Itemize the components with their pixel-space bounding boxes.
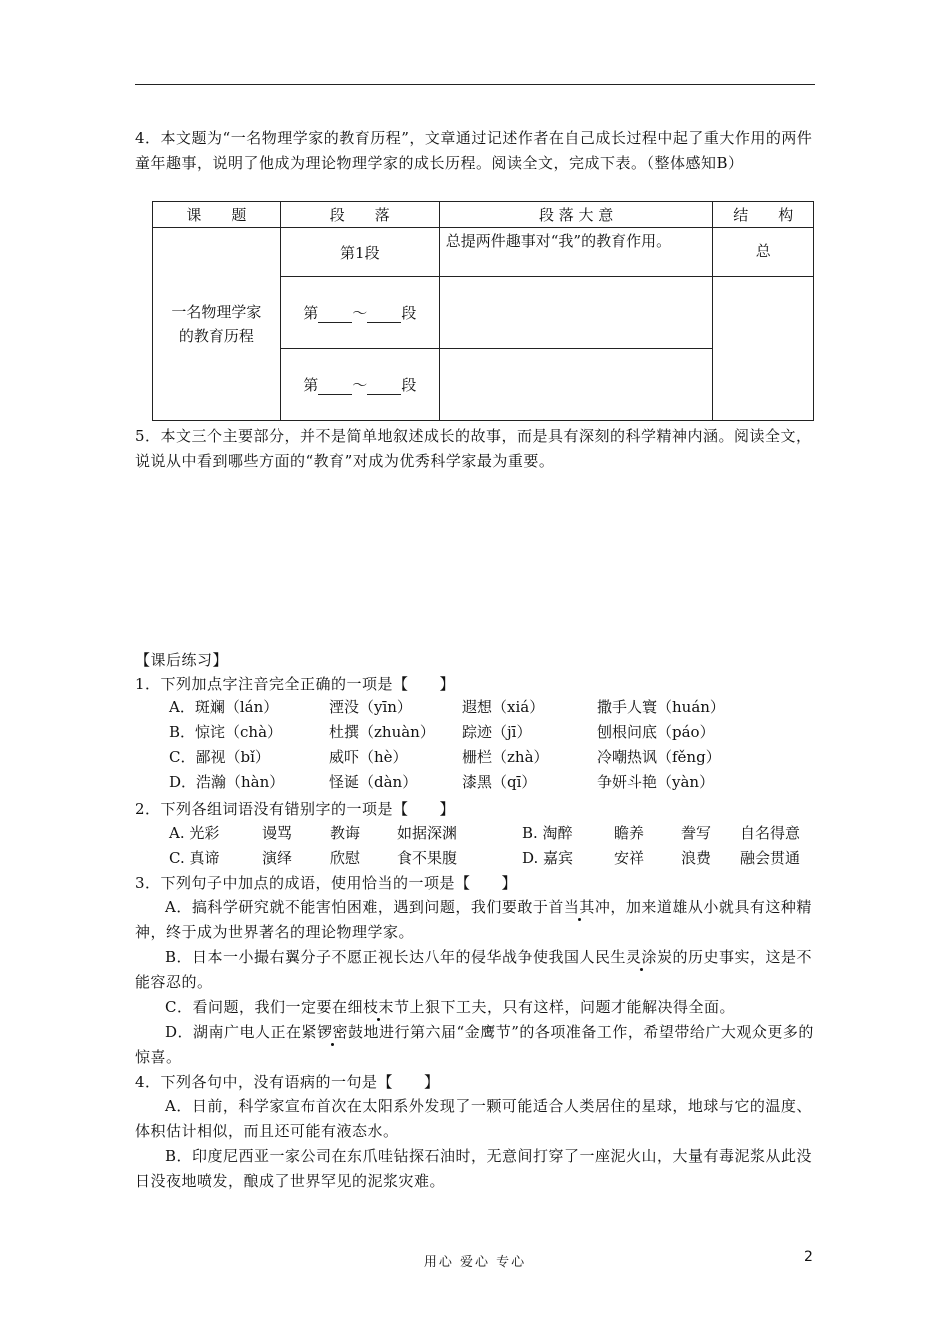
section-title: 【课后练习】 bbox=[135, 651, 229, 669]
cell-summary-1: 总提两件趣事对“我”的教育作用。 bbox=[439, 228, 713, 277]
cell-para-1: 第1段 bbox=[280, 228, 439, 277]
ex1-c-2: 威吓（hè） bbox=[329, 748, 408, 766]
ex2-b-1: B. 淘醉 bbox=[522, 824, 573, 842]
ex4-option-b: B．印度尼西亚一家公司在东爪哇钻探石油时，无意间打穿了一座泥火山，大量有毒泥浆从此没日没夜地喷发，酿成了世界罕见的泥浆灾难。 bbox=[135, 1147, 813, 1190]
fill-blank[interactable] bbox=[367, 306, 401, 323]
header-summary: 段 落 大 意 bbox=[439, 202, 713, 228]
ex3-option-d: D．湖南广电人正在紧锣密鼓地进行第六届“金鹰节”的各项准备工作，希望带给广大观众更多的惊喜。 bbox=[135, 1023, 814, 1066]
fill-blank[interactable] bbox=[318, 306, 352, 323]
cell-para-3: 第 ～ 段 bbox=[280, 349, 439, 421]
ex4-option-a: A．日前，科学家宣布首次在太阳系外发现了一颗可能适合人类居住的星球，地球与它的温度、体积估计相似，而且还可能有液态水。 bbox=[135, 1097, 812, 1140]
fill-blank[interactable] bbox=[367, 378, 401, 395]
ex1-a-1: A．斑斓（lán） bbox=[169, 698, 279, 716]
ex1-d-4: 争妍斗艳（yàn） bbox=[597, 773, 715, 791]
ex1-a-3: 遐想（xiá） bbox=[462, 698, 545, 716]
ex1-c-3: 栅栏（zhà） bbox=[462, 748, 549, 766]
ex2-d-2: 安祥 bbox=[614, 849, 645, 867]
ex2-a-2: 谩骂 bbox=[262, 824, 293, 842]
ex2-c-2: 演绎 bbox=[262, 849, 293, 867]
ex1-b-3: 踪迹（jī） bbox=[462, 723, 532, 741]
ex1-a-2: 湮没（yīn） bbox=[329, 698, 412, 716]
fill-blank[interactable] bbox=[318, 378, 352, 395]
page-footer: 用心 爱心 专心 bbox=[423, 1255, 527, 1270]
cell-summary-3[interactable] bbox=[439, 349, 713, 421]
ex1-d-2: 怪诞（dàn） bbox=[329, 773, 418, 791]
summary-table bbox=[152, 201, 814, 421]
ex1-d-3: 漆黑（qī） bbox=[462, 773, 537, 791]
ex2-d-3: 浪费 bbox=[681, 849, 712, 867]
ex2-c-1: C. 真谛 bbox=[169, 849, 220, 867]
dotted-idiom: 紧锣密鼓 bbox=[301, 1023, 364, 1041]
cell-structure-1: 总 bbox=[713, 228, 814, 277]
dotted-idiom: 生灵涂炭 bbox=[610, 948, 673, 966]
ex1-b-2: 杜撰（zhuàn） bbox=[329, 723, 435, 741]
cell-structure-2[interactable] bbox=[713, 277, 814, 421]
exercise-4-stem: 4．下列各句中，没有语病的一句是【 】 bbox=[135, 1073, 440, 1091]
ex1-b-1: B．惊诧（chà） bbox=[169, 723, 283, 741]
ex2-d-1: D. 嘉宾 bbox=[522, 849, 574, 867]
exercise-2-stem: 2．下列各组词语没有错别字的一项是【 】 bbox=[135, 800, 456, 818]
exercise-3-stem: 3．下列句子中加点的成语，使用恰当的一项是【 】 bbox=[135, 874, 518, 892]
ex2-b-4: 自名得意 bbox=[740, 824, 801, 842]
ex1-a-4: 撒手人寰（huán） bbox=[597, 698, 725, 716]
ex1-d-1: D．浩瀚（hàn） bbox=[169, 773, 285, 791]
ex1-b-4: 刨根问底（páo） bbox=[597, 723, 715, 741]
ex2-a-1: A. 光彩 bbox=[169, 824, 220, 842]
ex3-option-c: C．看问题，我们一定要在细枝末节上狠下工夫，只有这样，问题才能解决得全面。 bbox=[165, 998, 736, 1016]
exercise-1-stem: 1．下列加点字注音完全正确的一项是【 】 bbox=[135, 675, 456, 693]
cell-topic-title: 一名物理学家的教育历程 bbox=[153, 228, 281, 421]
header-rule bbox=[135, 84, 815, 85]
question-4-intro: 4．本文题为“一名物理学家的教育历程”，文章通过记述作者在自己成长过程中起了重大作用的两件童年趣事，说明了他成为理论物理学家的成长历程。阅读全文，完成下表。（整体感知B） bbox=[135, 129, 813, 172]
ex3-option-a: A．搞科学研究就不能害怕困难，遇到问题，我们要敢于首当其冲，加来道雄从小就具有这种精神，终于成为世界著名的理论物理学家。 bbox=[135, 898, 812, 941]
ex2-c-4: 食不果腹 bbox=[397, 849, 458, 867]
cell-summary-2[interactable] bbox=[439, 277, 713, 349]
ex3-option-b: B．日本一小撮右翼分子不愿正视长达八年的侵华战争使我国人民生灵涂炭的历史事实，这是不能容忍的。 bbox=[135, 948, 813, 991]
dotted-idiom: 首当其冲 bbox=[548, 898, 611, 916]
header-topic: 课 题 bbox=[153, 202, 281, 228]
ex1-c-4: 冷嘲热讽（fěng） bbox=[597, 748, 721, 766]
ex1-c-1: C．鄙视（bǐ） bbox=[169, 748, 270, 766]
dotted-idiom: 细枝末节 bbox=[347, 998, 410, 1016]
ex2-a-3: 教诲 bbox=[330, 824, 361, 842]
ex2-b-3: 誊写 bbox=[681, 824, 712, 842]
question-5: 5．本文三个主要部分，并不是简单地叙述成长的故事，而是具有深刻的科学精神内涵。阅读全文，说说从中看到哪些方面的“教育”对成为优秀科学家最为重要。 bbox=[135, 427, 812, 470]
ex2-a-4: 如据深渊 bbox=[397, 824, 458, 842]
header-paragraph: 段 落 bbox=[280, 202, 439, 228]
ex2-d-4: 融会贯通 bbox=[740, 849, 801, 867]
ex2-c-3: 欣慰 bbox=[330, 849, 361, 867]
cell-para-2: 第 ～ 段 bbox=[280, 277, 439, 349]
ex2-b-2: 瞻养 bbox=[614, 824, 645, 842]
header-structure: 结 构 bbox=[713, 202, 814, 228]
page-number: 2 bbox=[804, 1249, 813, 1265]
